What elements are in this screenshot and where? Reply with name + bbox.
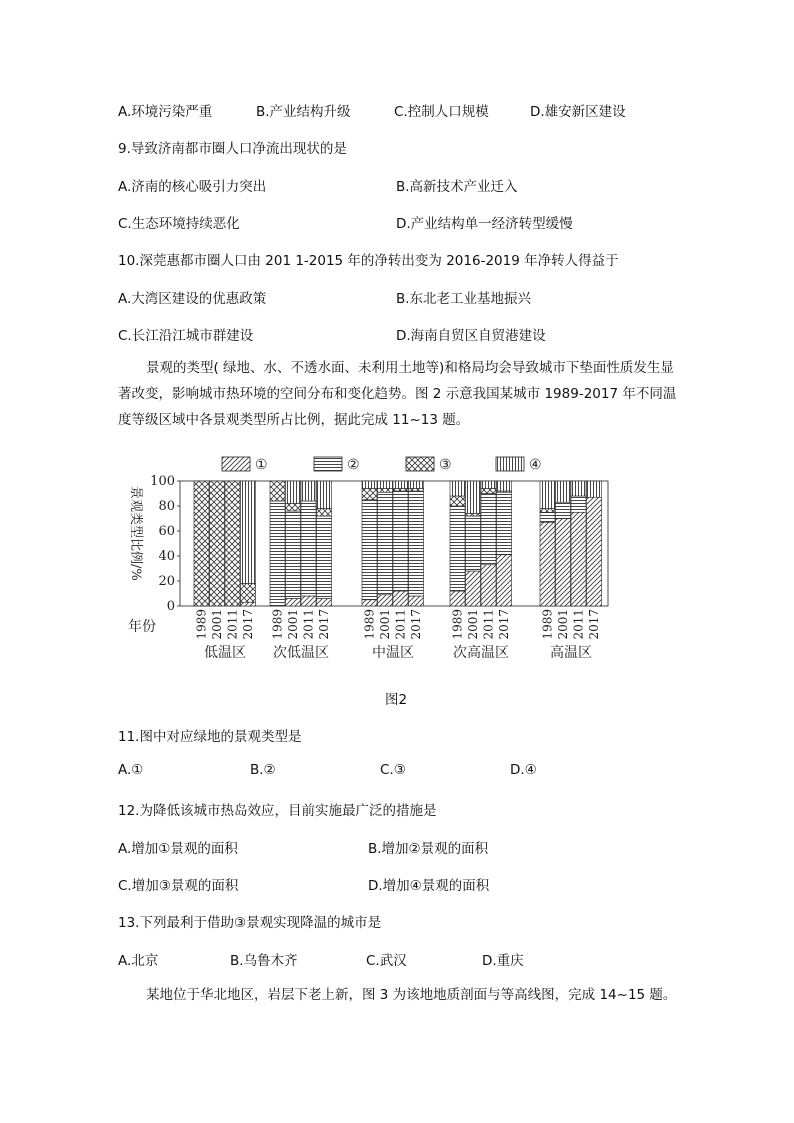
bar-segment-3 [286,504,301,512]
year-label: 2017 [241,609,255,640]
bar-segment-2 [556,502,571,518]
year-label: 2017 [409,609,423,640]
y-tick-label: 60 [158,524,175,539]
bar-segment-4 [409,481,424,489]
q9-option-c: C.生态环境持续恶化 [118,216,240,232]
bar-segment-2 [540,512,555,522]
bar-segment-1 [378,595,393,606]
year-label: 1989 [450,609,465,640]
q13-option-d: D.重庆 [482,953,524,969]
bar-segment-3 [241,584,256,603]
y-tick-label: 20 [158,574,175,589]
q9-option-d: D.产业结构单一经济转型缓慢 [396,216,573,232]
q12-option-a: A.增加①景观的面积 [118,841,238,857]
q9-option-a: A.济南的核心吸引力突出 [118,179,267,195]
bar-segment-1 [556,519,571,607]
q10-option-c: C.长江沿江城市群建设 [118,328,254,344]
year-label: 2011 [301,609,316,640]
bar-segment-3 [225,481,240,606]
q12-option-b: B.增加②景观的面积 [368,841,489,857]
bar-segment-3 [540,509,555,513]
bar-segment-2 [409,491,424,596]
bar-segment-4 [362,481,377,489]
bar-segment-3 [393,489,408,492]
bar-segment-4 [450,481,465,496]
bar-segment-3 [317,509,332,517]
bar-segment-3 [481,489,496,494]
year-label: 2011 [481,609,496,640]
year-label: 2017 [497,609,511,640]
bar-segment-1 [301,596,316,606]
legend-label-4: ④ [529,457,542,473]
bar-segment-1 [466,571,481,606]
legend-label-3: ③ [439,457,452,473]
year-label: 1989 [270,609,285,640]
y-tick-label: 80 [158,499,175,514]
bar-segment-3 [409,489,424,492]
bar-segment-4 [481,481,496,489]
bar-segment-4 [317,481,332,509]
bar-segment-1 [481,565,496,606]
q8-option-c: C.控制人口规模 [394,104,489,120]
q10-option-a: A.大湾区建设的优惠政策 [118,291,267,307]
bar-segment-1 [362,600,377,606]
bar-segment-3 [378,489,393,493]
bar-segment-2 [497,492,512,555]
q9-stem: 9.导致济南都市圈人口净流出现状的是 [118,141,347,157]
year-label: 2017 [587,609,601,640]
year-label: 2017 [317,609,331,640]
q11-option-c: C.③ [380,762,406,778]
bar-segment-1 [241,602,256,606]
bar-segment-1 [393,591,408,606]
year-label: 2001 [210,609,224,640]
bar-segment-4 [587,481,602,497]
landscape-ratio-chart [118,448,618,668]
year-label: 1989 [362,609,377,640]
legend-label-2: ② [347,457,360,473]
bar-segment-3 [466,514,481,517]
bar-segment-2 [286,511,301,599]
bar-segment-3 [194,481,209,606]
bar-segment-4 [466,481,481,514]
bar-segment-1 [540,522,555,606]
year-label: 2011 [571,609,586,640]
year-label: 2001 [556,609,570,640]
legend-swatch-2 [314,457,342,471]
q12-option-c: C.增加③景观的面积 [118,878,239,894]
q11-option-a: A.① [118,762,144,778]
bar-segment-4 [497,481,512,491]
q13-option-c: C.武汉 [366,953,407,969]
bar-segment-1 [450,591,465,606]
bar-segment-1 [286,599,301,607]
passage-geology: 某地位于华北地区，岩层下老上新，图 3 为该地地质剖面与等高线图，完成 14~15 题。 [146,987,677,1003]
year-label: 2011 [225,609,240,640]
y-tick-label: 40 [158,549,175,564]
bar-segment-2 [571,496,586,512]
bar-segment-2 [481,494,496,565]
bar-segment-2 [393,491,408,591]
x-axis-label: 年份 [128,619,156,635]
bar-segment-4 [540,481,555,509]
q10-option-d: D.海南自贸区自贸港建设 [396,328,546,344]
bar-segment-2 [362,500,377,600]
legend-label-1: ① [255,457,268,473]
group-label: 中温区 [372,645,414,661]
bar-segment-4 [378,481,393,489]
q13-option-a: A.北京 [118,953,159,969]
year-label: 2001 [378,609,392,640]
q8-option-a: A.环境污染严重 [118,104,213,120]
q12-stem: 12.为降低该城市热岛效应，目前实施最广泛的措施是 [118,803,437,819]
bar-segment-2 [317,516,332,599]
bar-segment-4 [301,481,316,501]
bar-segment-3 [210,481,225,606]
bar-segment-3 [270,481,285,501]
q9-option-b: B.高新技术产业迁入 [396,179,518,195]
bar-segment-4 [393,481,408,489]
q13-option-b: B.乌鲁木齐 [230,953,298,969]
year-label: 1989 [540,609,555,640]
y-tick-label: 100 [150,474,175,489]
bar-segment-3 [362,489,377,500]
group-label: 高温区 [550,645,592,661]
q11-stem: 11.图中对应绿地的景观类型是 [118,729,302,745]
group-label: 低温区 [204,645,246,661]
bar-segment-4 [241,481,256,584]
bar-segment-2 [466,516,481,571]
bar-segment-4 [286,481,301,504]
year-label: 2011 [393,609,408,640]
bar-segment-2 [301,501,316,596]
figure-caption: 图2 [385,692,408,708]
q10-option-b: B.东北老工业基地振兴 [396,291,532,307]
q12-option-d: D.增加④景观的面积 [368,878,490,894]
y-axis-label: 景观类型比例/% [128,486,143,581]
q8-option-b: B.产业结构升级 [256,104,351,120]
q11-option-d: D.④ [510,762,537,778]
year-label: 1989 [194,609,209,640]
bar-segment-4 [556,481,571,502]
group-label: 次低温区 [273,645,329,661]
legend-swatch-1 [222,457,250,471]
bar-segment-4 [571,481,586,496]
bar-segment-1 [497,555,512,606]
y-tick-label: 0 [166,599,175,614]
year-label: 2001 [466,609,480,640]
q11-option-b: B.② [250,762,276,778]
bar-segment-2 [450,506,465,591]
legend-swatch-3 [406,457,434,471]
bar-segment-1 [587,497,602,606]
bar-segment-2 [270,501,285,606]
bar-segment-1 [409,596,424,606]
passage-landscape: 景观的类型( 绿地、水、不透水面、未利用土地等)和格局均会导致城市下垫面性质发生显著改变，影响城市热环境的空间分布和变化趋势。图 2 示意我国某城市 1989-2017 年不同温度等级区域中各景观类型所占比例，据此完成 11~13 题。 [118,360,677,428]
q13-stem: 13.下列最利于借助③景观实现降温的城市是 [118,915,382,931]
bar-segment-3 [450,496,465,506]
bar-segment-2 [378,492,393,595]
legend-swatch-4 [496,457,524,471]
bar-segment-1 [317,599,332,607]
bar-segment-1 [571,512,586,606]
year-label: 2001 [286,609,300,640]
group-label: 次高温区 [453,645,509,661]
q10-stem: 10.深莞惠都市圈人口由 201 1-2015 年的净转出变为 2016-2019 年净转人得益于 [118,253,619,269]
q8-option-d: D.雄安新区建设 [530,104,626,120]
